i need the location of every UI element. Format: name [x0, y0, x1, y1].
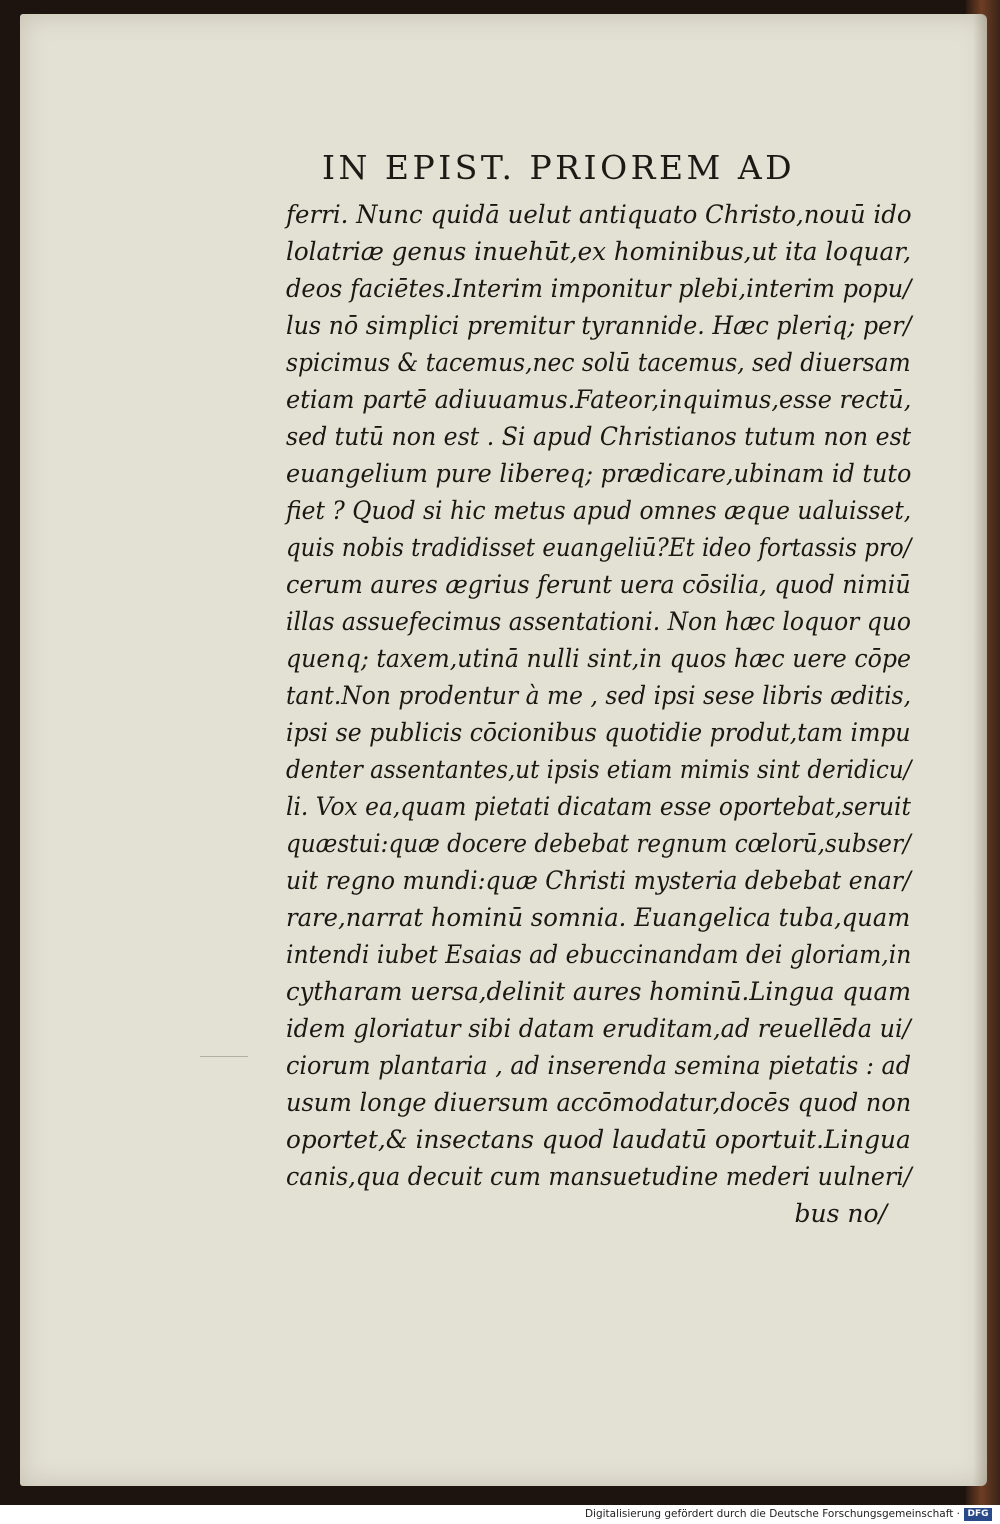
dfg-logo: DFG	[964, 1508, 992, 1521]
running-head: IN EPIST. PRIOREM AD	[322, 148, 796, 187]
text-line: rare,narrat hominū somnia. Euangelica tuba,quam	[286, 903, 911, 932]
text-line: quenq; taxem,utinā nulli sint,in quos hæc uere cōpe	[286, 644, 912, 673]
text-line: deos faciētes.Interim imponitur plebi,interim popu/	[286, 274, 912, 303]
text-line: tant.Non prodentur à me , sed ipsi sese libris æditis,	[286, 681, 912, 710]
text-line: intendi iubet Esaias ad ebuccinandam dei gloriam,in	[286, 940, 912, 969]
text-line: euangelium pure libereq; prædicare,ubinam id tuto	[286, 459, 912, 488]
text-line: uit regno mundi:quæ Christi mysteria debebat enar/	[286, 866, 911, 895]
text-line: quæstui:quæ docere debebat regnum cœlorū,subser/	[286, 829, 911, 858]
footer-bar	[0, 1505, 1000, 1524]
page-edge-shadow	[973, 14, 987, 1486]
text-line: fiet ? Quod si hic metus apud omnes æque ualuisset,	[286, 496, 912, 525]
text-line: oportet,& insectans quod laudatū oportuit.Lingua	[286, 1125, 911, 1154]
text-line: ciorum plantaria , ad inserenda semina pietatis : ad	[286, 1051, 911, 1080]
text-line: illas assuefecimus assentationi. Non hæc loquor quo	[286, 607, 912, 636]
text-line: quis nobis tradidisset euangeliū?Et ideo fortassis pro/	[286, 533, 912, 562]
text-line: idem gloriatur sibi datam eruditam,ad reuellēda ui/	[286, 1014, 911, 1043]
text-line: cerum aures ægrius ferunt uera cōsilia, quod nimiū	[286, 570, 911, 599]
funding-credit: Digitalisierung gefördert durch die Deutsche Forschungsgemeinschaft ·	[584, 1508, 960, 1520]
page-fold-mark	[200, 1056, 248, 1057]
text-line: spicimus & tacemus,nec solū tacemus, sed diuersam	[286, 348, 911, 377]
text-line: cytharam uersa,delinit aures hominū.Lingua quam	[286, 977, 911, 1006]
text-line: denter assentantes,ut ipsis etiam mimis sint deridicu/	[286, 755, 912, 784]
text-line: usum longe diuersum accōmodatur,docēs quod non	[286, 1088, 912, 1117]
text-line: ipsi se publicis cōcionibus quotidie produt,tam impu	[286, 718, 911, 747]
text-line: lus nō simplici premitur tyrannide. Hæc pleriq; per/	[286, 311, 912, 340]
text-line: lolatriæ genus inuehūt,ex hominibus,ut ita loquar,	[286, 237, 912, 266]
catchword: bus no/	[794, 1199, 887, 1228]
text-line: canis,qua decuit cum mansuetudine mederi uulneri/	[286, 1162, 912, 1191]
text-line: ferri. Nunc quidā uelut antiquato Christo,nouū ido	[286, 200, 912, 229]
text-block	[286, 196, 911, 1232]
text-line: etiam partē adiuuamus.Fateor,inquimus,esse rectū,	[286, 385, 912, 414]
text-line: li. Vox ea,quam pietati dicatam esse oportebat,seruit	[286, 792, 911, 821]
text-line: sed tutū non est . Si apud Christianos tutum non est	[286, 422, 912, 451]
